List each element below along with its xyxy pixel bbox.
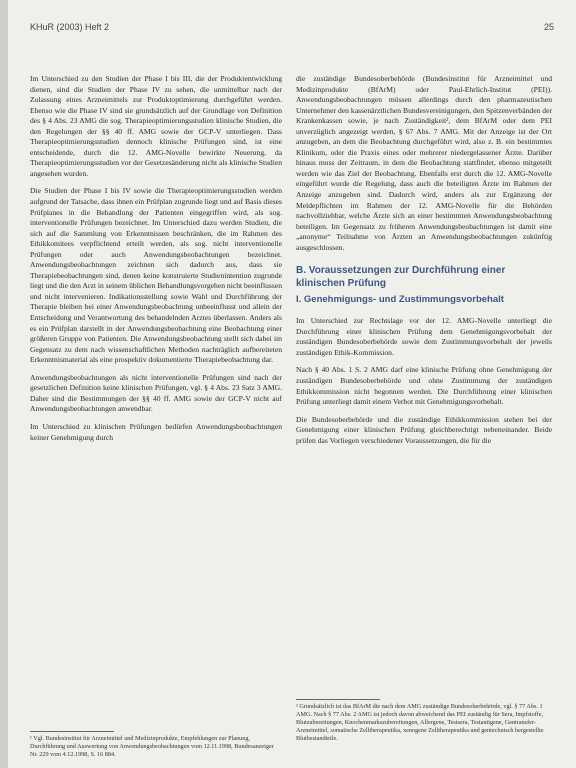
paragraph: Nach § 40 Abs. 1 S. 2 AMG darf eine klinische Prüfung ohne Genehmigung der zuständigen Bundesoberbehörde und ohne Zustimmung der zuständigen Ethikkommission nicht begonnen werden. Die Durchführung einer klinischen Prüfung unterliegt damit einem Verbot mit Genehmigungsvorbehalt.	[296, 365, 552, 407]
paragraph: Anwendungsbeobachtungen als nicht interventionelle Prüfungen sind nach der gesetzlichen Definition keine klinischen Prüfungen, vgl. § 4 Abs. 23 Satz 3 AMG. Daher sind die Bestimmungen der §§ 40 ff. AMG sowie der GCP-V nicht auf Anwendungsbeobachtungen anwendbar.	[30, 372, 282, 414]
footnote-rule	[296, 699, 380, 700]
right-column	[296, 74, 552, 453]
footnote-1: ¹ Vgl. Bundesinstitut für Arzneimittel und Medizinprodukte, Empfehlungen zur Planung, Durchführung und Auswertung von Anwendungsbeobachtungen vom 12.11.1998, Bundesanzeiger Nr. 229 vom 4.12.1998, S. 16 884.	[30, 735, 274, 758]
section-heading-b: B. Voraussetzungen zur Durchführung einer klinischen Prüfung	[296, 265, 506, 289]
footnote-rule	[30, 731, 114, 732]
paragraph: Die Bundesoberbehörde und die zuständige Ethikkommission stehen bei der Genehmigung einer klinischen Prüfung gleichberechtigt nebeneinander. Beide prüfen das Vorliegen verschiedener Voraussetzungen, die für die	[296, 414, 552, 445]
page-header	[30, 22, 554, 38]
paragraph: Die Studien der Phase I bis IV sowie die Therapieoptimierungsstudien werden aufgrund der Tatsache, dass ihnen ein Prüfplan zugrunde liegt und auf Basis dieses Prüfplanes in die Behandlung der Patienten eingegriffen wird, als sog. interventionelle Prüfungen bezeichnet. Im Unterschied dazu werden Studien, die sich auf die Sammlung von Erkenntnissen beschränken, die im Rahmen des Ethikkomitees verpflichtend erteilt werden, als sog. nicht interventionelle Prüfungen oder auch Anwendungsbeobachtungen bezeichnet. Anwendungsbeobachtungen zeichnen sich dadurch aus, dass sie Therapiebeobachtungen sind, denen keine konstruierte Studienintention zugrunde liegt und die den Arzt in seinem üblichen Behandlungsvorgehen nicht beeinflussen und nicht intervenieren. Indikationsstellung sowie Wahl und Durchführung der Therapie bleiben bei einer Anwendungsbeobachtung unbeeinflusst und allein der Entscheidung und Verantwortung des behandelnden Arztes überlassen. Anders als es ein Prüfplan darstellt in der Anwendungsbeobachtung eine Beobachtung einer größeren Gruppe von Patienten. Die Anwendungsbeobachtung stellt sich dabei im Gegensatz zu dem nach wissenschaftlichen Methoden nachträglich aufbereiteten Erkenntnismaterial als eine prospektiv dokumentierte Therapiebeobachtung dar.	[30, 186, 282, 365]
page-number: 25	[543, 22, 554, 32]
journal-reference: KHuR (2003) Heft 2	[30, 22, 110, 32]
footnote-area-left	[30, 729, 282, 759]
subsection-heading-i: I. Genehmigungs- und Zustimmungsvorbehalt	[296, 294, 504, 306]
paragraph: Im Unterschied zur Rechtslage vor der 12. AMG-Novelle unterliegt die Durchführung einer klinischen Prüfung dem Genehmigungsvorbehalt der zuständigen Bundesoberbehörde sowie dem Zustimmungsvorbehalt der jeweils zuständigen Ethik-Kommission.	[296, 316, 552, 357]
footnote-area-right	[296, 697, 552, 743]
left-column	[30, 74, 282, 450]
page-spine-shadow	[0, 0, 8, 768]
paragraph: Im Unterschied zu den Studien der Phase I bis III, die der Produktentwicklung dienen, sind die Studien der Phase IV zu sehen, die unmittelbar nach der Zulassung eines Arzneimittels zur Produktoptimierung durchgeführt werden. Ebenso wie die Phase IV sind sie grundsätzlich auf der Grundlage von Definition des § 4 Abs. 23 AMG die sog. Therapieoptimierungsstudien klinische Studien, die den Regelungen der §§ 40 ff. AMG sowie der GCP-V unterliegen. Dass Therapieoptimierungsstudien dennoch klinische Prüfungen sind, ist eine entscheidende, durch die 12. AMG-Novelle bewirkte Neuerung, da Therapieoptimierungsstudien vor der Gesetzesänderung nicht als klinische Studien angesehen wurden.	[30, 74, 282, 178]
paragraph: die zuständige Bundesoberbehörde (Bundesinstitut für Arzneimittel und Medizinprodukte (BfArM) oder Paul-Ehrlich-Institut (PEI)). Anwendungsbeobachtungen müssen allerdings durch den pharmazeutischen Unternehmer den kassenärztlichen Bundesvereinigungen, den Spitzenverbänden der Krankenkassen sowie, je nach Zuständigkeit², dem BfArM oder dem PEI unverzüglich angezeigt werden, § 67 Abs. 7 AMG. Mit der Anzeige ist der Ort anzugeben, an dem die Beobachtung durchgeführt wird, also z. B. ein bestimmtes Klinikum, oder die Praxis eines oder mehrerer niedergelassener Ärzte. Darüber hinaus muss der Zeitraum, in dem die Beobachtung stattfindet, ebenso mitgeteilt werden wie das Ziel der Beobachtung. Ebenfalls erst durch die 12. AMG-Novelle eingeführt wurde die Regelung, dass auch die beteiligten Ärzte im Rahmen der Anzeige anzugeben sind. Dadurch wird, anders als zur Ergänzung der Meldepflichten im Rahmen der 12. AMG-Novelle für die Behörden nachvollziehbar, welche Ärzte sich an einer bestimmten Anwendungsbeobachtung beteiligen. Im Gegensatz zu früheren Anwendungsbeobachtungen ist damit eine „anonyme“ Teilnahme von Ärzten an Anwendungsbeobachtungen zukünftig ausgeschlossen.	[296, 74, 552, 252]
footnote-2: ² Grundsätzlich ist das BfArM die nach dem AMG zuständige Bundesoberbehörde, vgl. § 77 Abs. 1 AMG. Nach § 77 Abs. 2 AMG ist jedoch davon abweichend das PEI zuständig für Sera, Impfstoffe, Blutzubereitungen, Knochenmarkszubereitungen, Allergene, Testsera, Testantigene, Gentransfer-Arzneimittel, somatische Zelltherapeutika, xenogene Zelltherapeutika und gentechnisch hergestellte Blutbestandteile.	[296, 703, 544, 742]
paragraph: Im Unterschied zu klinischen Prüfungen bedürfen Anwendungsbeobachtungen keiner Genehmigung durch	[30, 421, 282, 442]
